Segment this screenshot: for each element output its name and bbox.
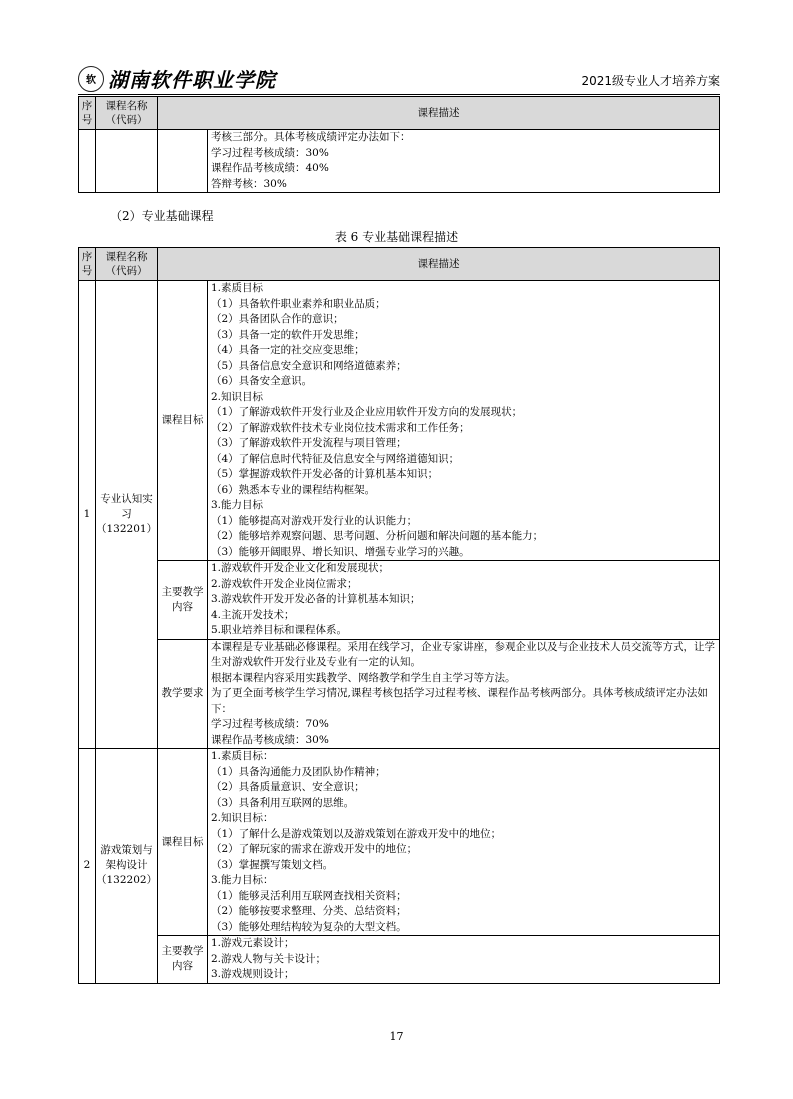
section-title: （2）专业基础课程 [110, 209, 214, 223]
text-line: 3.能力目标： [211, 874, 274, 886]
objectives-label: 课程目标 [158, 281, 208, 561]
text-line: （3）能够开阔眼界、增长知识、增强专业学习的兴趣。 [211, 545, 470, 558]
text-line: 2.知识目标： [211, 812, 274, 824]
text-line: （2）能够按要求整理、分类、总结资料； [211, 905, 407, 917]
objectives-label: 课程目标 [158, 749, 208, 936]
text-line: （1）了解什么是游戏策划以及游戏策划在游戏开发中的地位； [211, 827, 502, 840]
objectives-cell [208, 281, 720, 561]
text-line: 根据本课程内容采用实践教学、网络教学和学生自主学习等方法。 [211, 671, 516, 684]
text-line: 1.游戏元素设计； [211, 937, 295, 949]
text-line: （6）熟悉本专业的课程结构框架。 [211, 483, 376, 496]
text-line: 1.素质目标 [211, 282, 264, 294]
text-line: （3）具备利用互联网的思维。 [211, 796, 355, 809]
text-line: 答辩考核：30% [211, 177, 287, 190]
text-line: 3.能力目标 [211, 499, 264, 511]
text-line: （3）能够处理结构较为复杂的大型文档。 [211, 920, 407, 933]
text-line: （4）具备一定的社交应变思维； [211, 344, 365, 356]
text-line: （1）能够灵活利用互联网查找相关资料； [211, 889, 407, 902]
text-line: （3）掌握撰写策划文档。 [211, 858, 334, 871]
text-line: （1）具备软件职业素养和职业品质； [211, 297, 386, 310]
table-caption: 表 6 专业基础课程描述 [334, 230, 459, 244]
text-line: （2）具备质量意识、安全意识； [211, 781, 365, 793]
header-no: 序号 [79, 97, 96, 130]
header-desc: 课程描述 [158, 248, 720, 281]
text-line: 1.游戏软件开发企业文化和发展现状； [211, 562, 390, 574]
text-line: （2）能够培养观察问题、思考问题、分析问题和解决问题的基本能力； [211, 530, 544, 542]
objectives-cell [208, 749, 720, 936]
text-line: 1.素质目标： [211, 750, 274, 762]
requirements-cell [208, 639, 720, 749]
page-number: 17 [389, 1030, 404, 1043]
page-header [78, 64, 720, 95]
course-number: 1 [79, 281, 96, 749]
school-logo [78, 64, 276, 93]
text-line: 2.游戏软件开发企业岗位需求； [211, 577, 358, 590]
text-line: 本课程是专业基础必修课程。采用在线学习，企业专家讲座，参观企业以及与企业技术人员交流等方式，让学生对游戏软件开发行业及专业有一定的认知。 [211, 640, 715, 668]
text-line: （5）具备信息安全意识和网络道德素养； [211, 359, 407, 372]
content-label: 主要教学内容 [158, 561, 208, 640]
requirements-label: 教学要求 [158, 639, 208, 749]
text-line: 课程作品考核成绩：40% [211, 162, 329, 174]
text-line: 3.游戏规则设计； [211, 968, 295, 980]
text-line: （3）具备一定的软件开发思维； [211, 328, 365, 341]
content-cell [208, 936, 720, 984]
text-line: （5）掌握游戏软件开发必备的计算机基本知识； [211, 468, 439, 480]
content-cell [208, 561, 720, 640]
assessment-cell [208, 130, 720, 193]
cell-empty [96, 130, 158, 193]
text-line: （2）具备团队合作的意识； [211, 313, 344, 325]
course-table [78, 247, 720, 984]
school-seal-icon: 软 [78, 66, 104, 92]
school-name: 湖南软件职业学院 [108, 68, 276, 92]
text-line: 学习过程考核成绩：70% [211, 718, 329, 730]
header-desc: 课程描述 [158, 97, 720, 130]
cell-empty [158, 130, 208, 193]
header-name: 课程名称（代码） [96, 248, 158, 281]
text-line: 考核三部分。具体考核成绩评定办法如下： [211, 131, 411, 143]
text-line: （1）能够提高对游戏开发行业的认识能力； [211, 514, 418, 527]
text-line: 3.游戏软件开发开发必备的计算机基本知识； [211, 593, 421, 605]
text-line: 5.职业培养目标和课程体系。 [211, 624, 348, 636]
text-line: （2）了解玩家的需求在游戏开发中的地位； [211, 843, 418, 855]
header-name: 课程名称（代码） [96, 97, 158, 130]
course-name: 专业认知实习（132201） [96, 281, 158, 749]
content-label: 主要教学内容 [158, 936, 208, 984]
course-number: 2 [79, 749, 96, 984]
text-line: 为了更全面考核学生学习情况,课程考核包括学习过程考核、课程作品考核两部分。具体考核成绩评定办法如下： [211, 687, 708, 715]
plan-title: 2021级专业人才培养方案 [581, 74, 720, 88]
text-line: （1）了解游戏软件开发行业及企业应用软件开发方向的发展现状； [211, 406, 523, 418]
text-line: （4）了解信息时代特征及信息安全与网络道德知识； [211, 452, 460, 465]
text-line: 2.知识目标 [211, 390, 264, 403]
text-line: 4.主流开发技术； [211, 608, 295, 621]
course-table-continued [78, 96, 720, 193]
header-no: 序号 [79, 248, 96, 281]
text-line: （1）具备沟通能力及团队协作精神； [211, 765, 386, 778]
text-line: 2.游戏人物与关卡设计； [211, 952, 327, 965]
text-line: 课程作品考核成绩：30% [211, 733, 329, 746]
course-name: 游戏策划与架构设计（132202） [96, 749, 158, 984]
text-line: 学习过程考核成绩：30% [211, 146, 329, 159]
text-line: （3）了解游戏软件开发流程与项目管理； [211, 437, 407, 449]
text-line: （6）具备安全意识。 [211, 375, 313, 387]
cell-empty [79, 130, 96, 193]
text-line: （2）了解游戏软件技术专业岗位技术需求和工作任务； [211, 421, 470, 434]
